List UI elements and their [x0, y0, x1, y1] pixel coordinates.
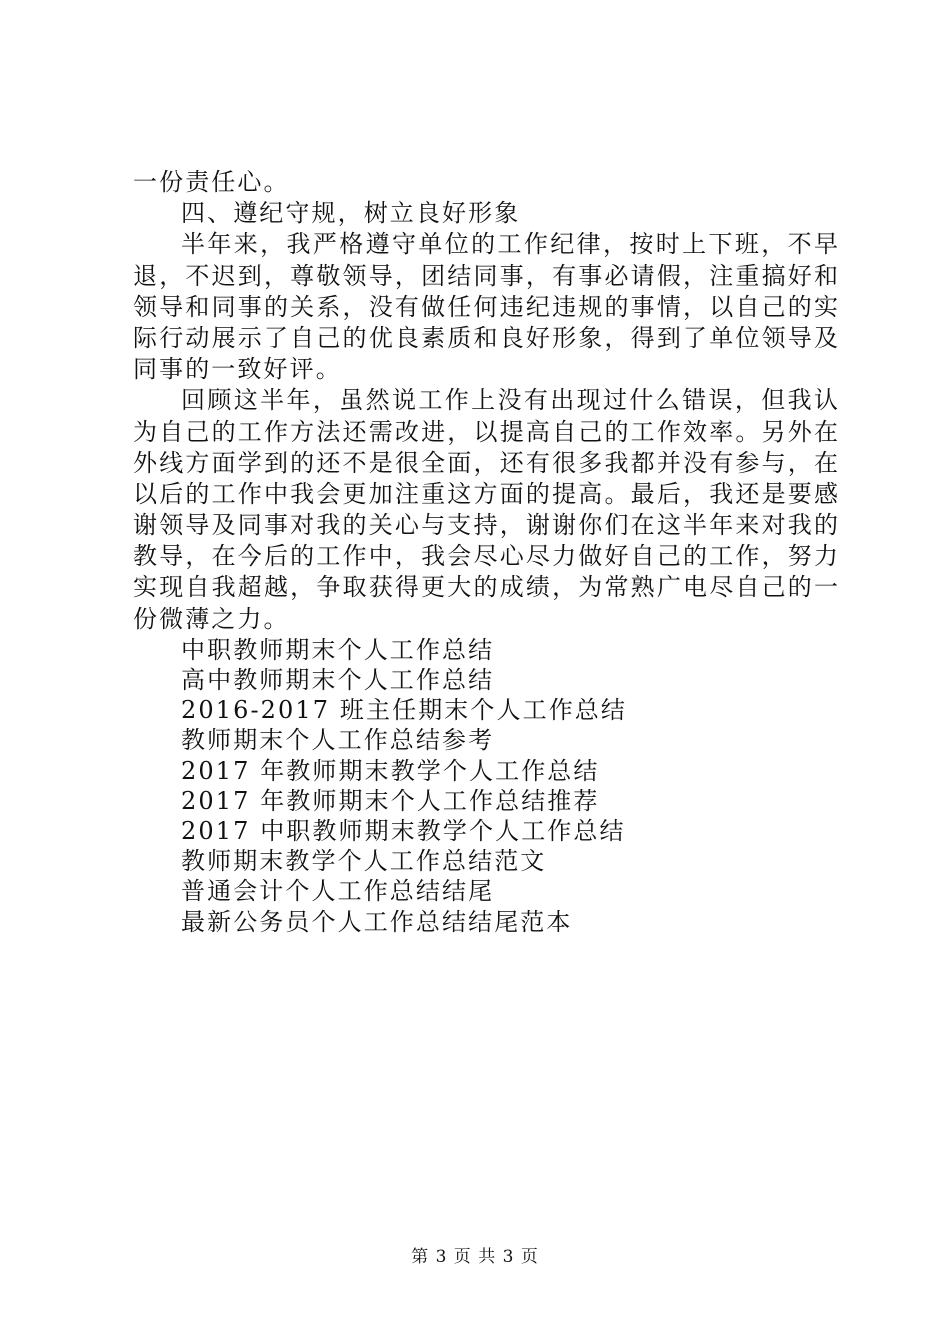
- text-line: 领导和同事的关系，没有做任何违纪违规的事情，以自己的实: [133, 292, 838, 321]
- related-link[interactable]: 教师期末个人工作总结参考: [181, 726, 495, 755]
- related-link[interactable]: 中职教师期末个人工作总结: [181, 635, 495, 664]
- text-line: 一份责任心。: [133, 168, 290, 196]
- text-line: 退，不迟到，尊敬领导，团结同事，有事必请假，注重搞好和: [133, 261, 838, 290]
- document-body: [133, 167, 838, 937]
- related-link[interactable]: 2017 中职教师期末教学个人工作总结: [181, 816, 626, 845]
- related-link[interactable]: 2016-2017 班主任期末个人工作总结: [181, 696, 627, 725]
- related-link[interactable]: 教师期末教学个人工作总结范文: [181, 847, 547, 876]
- text-line: 实现自我超越，争取获得更大的成绩，为常熟广电尽自己的一: [133, 573, 838, 602]
- related-link[interactable]: 普通会计个人工作总结结尾: [181, 877, 495, 906]
- text-line: 为自己的工作方法还需改进，以提高自己的工作效率。另外在: [133, 417, 838, 446]
- related-link[interactable]: 最新公务员个人工作总结结尾范本: [181, 907, 573, 936]
- text-line: 以后的工作中我会更加注重这方面的提高。最后，我还是要感: [133, 479, 838, 508]
- text-line: 际行动展示了自己的优良素质和良好形象，得到了单位领导及: [133, 323, 838, 352]
- text-line: 教导，在今后的工作中，我会尽心尽力做好自己的工作，努力: [133, 542, 838, 571]
- text-line: 份微薄之力。: [133, 604, 290, 633]
- related-link[interactable]: 高中教师期末个人工作总结: [181, 666, 495, 694]
- related-link[interactable]: 2017 年教师期末教学个人工作总结: [181, 756, 600, 785]
- text-line: 半年来，我严格遵守单位的工作纪律，按时上下班，不早: [181, 230, 838, 259]
- text-line: 同事的一致好评。: [133, 355, 342, 384]
- text-line: 外线方面学到的还不是很全面，还有很多我都并没有参与，在: [133, 448, 838, 477]
- related-link[interactable]: 2017 年教师期末个人工作总结推荐: [181, 786, 600, 815]
- page-number-footer: 第 3 页 共 3 页: [411, 1247, 539, 1267]
- related-links-list: [133, 635, 838, 937]
- text-line: 谢领导及同事对我的关心与支持，谢谢你们在这半年来对我的: [133, 511, 838, 540]
- section-heading: 四、遵纪守规，树立良好形象: [181, 199, 521, 228]
- text-line: 回顾这半年，虽然说工作上没有出现过什么错误，但我认: [181, 386, 838, 415]
